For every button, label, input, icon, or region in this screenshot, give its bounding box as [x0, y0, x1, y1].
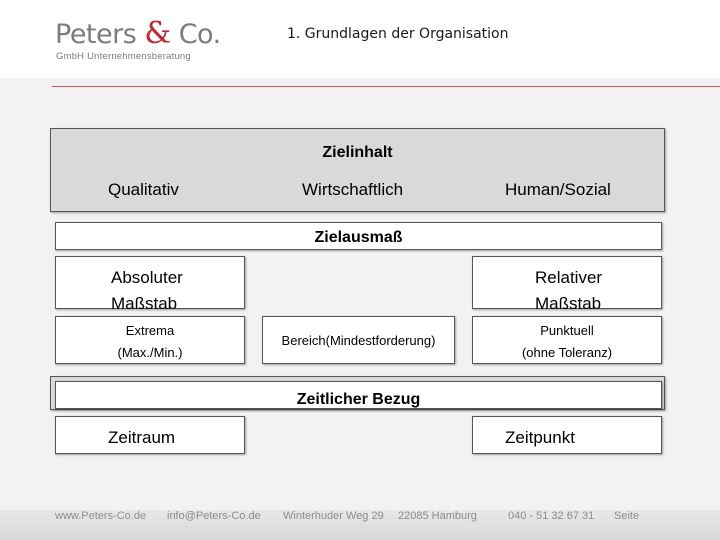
relativer-massstab-line1: Relativer [535, 268, 603, 287]
logo-wordmark [55, 18, 221, 51]
punktuell-line1: Punktuell [540, 323, 594, 338]
footer-email: info@Peters-Co.de [167, 510, 261, 522]
footer-phone: 040 - 51 32 67 31 [508, 510, 595, 522]
zeitpunkt-label: Zeitpunkt [505, 428, 575, 447]
header-divider [52, 86, 720, 87]
page-title: 1. Grundlagen der Organisation [287, 26, 509, 42]
logo-name-b: Co. [170, 19, 221, 50]
zielinhalt-wirtschaftlich: Wirtschaftlich [302, 180, 404, 199]
absoluter-massstab-line1: Absoluter [111, 268, 183, 287]
extrema-line1: Extrema [125, 323, 175, 338]
zielinhalt-qualitativ: Qualitativ [108, 180, 179, 199]
punktuell-line2: (ohne Toleranz) [521, 345, 613, 360]
footer-city: 22085 Hamburg [398, 510, 477, 522]
footer-street: Winterhuder Weg 29 [283, 510, 384, 522]
zielinhalt-human-sozial: Human/Sozial [505, 180, 611, 199]
slide-header [0, 0, 720, 78]
absoluter-massstab-line2: Maßstab [111, 294, 178, 313]
zielausmass-title: Zielausmaß [314, 229, 403, 246]
relativer-massstab-line2: Maßstab [535, 294, 602, 313]
zeitraum-label: Zeitraum [108, 428, 176, 447]
logo-name-a: Peters [55, 19, 145, 50]
footer-page-label: Seite [614, 510, 640, 522]
bereich-label: Bereich(Mindestforderung) [281, 333, 436, 348]
extrema-line2: (Max./Min.) [117, 345, 183, 360]
zielinhalt-title: Zielinhalt [322, 144, 393, 161]
slide-footer [0, 510, 720, 540]
company-logo [55, 16, 221, 64]
logo-tagline: GmbH Unternehmensberatung [56, 51, 191, 62]
zeitlicher-bezug-title: Zeitlicher Bezug [296, 391, 421, 408]
logo-ampersand: & [144, 16, 171, 51]
footer-website: www.Peters-Co.de [55, 510, 147, 522]
